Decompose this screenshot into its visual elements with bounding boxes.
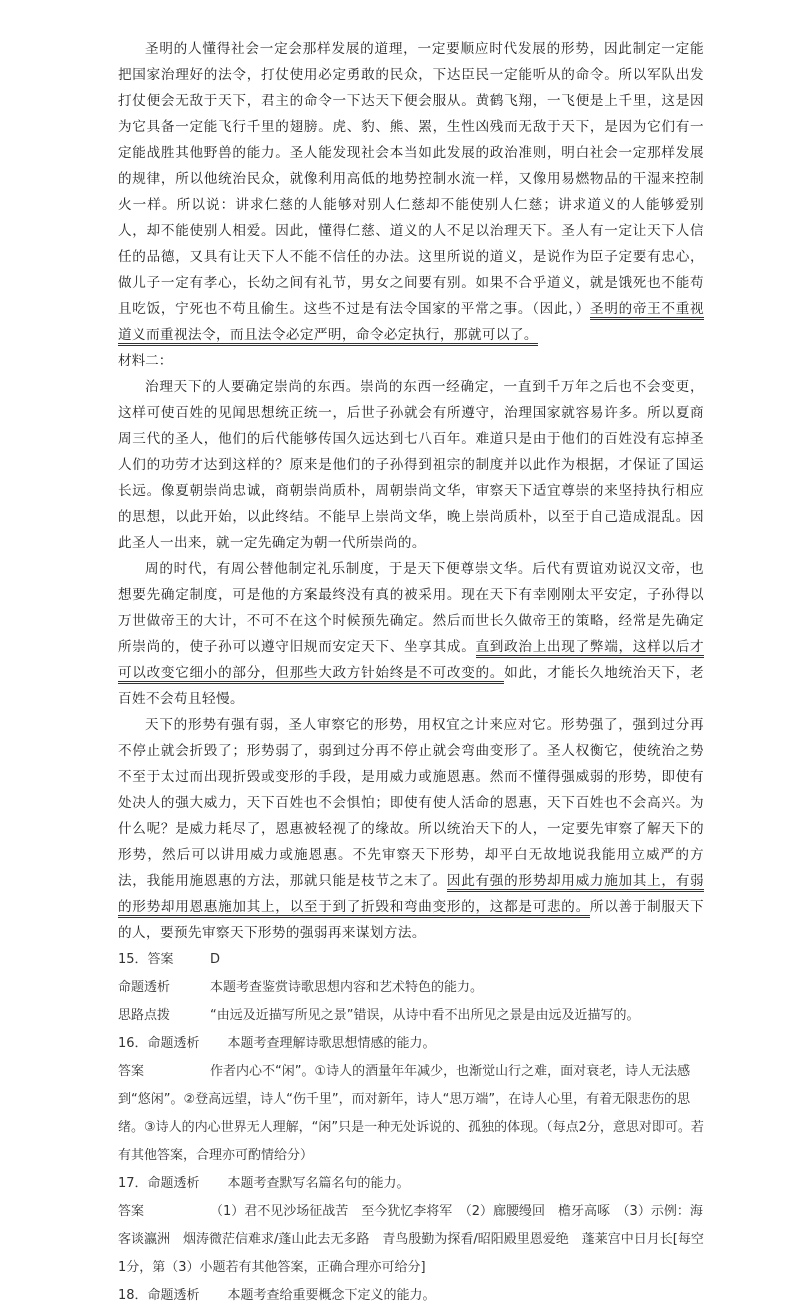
q15-hint-label: 思路点拨 bbox=[118, 1008, 171, 1023]
material1-paragraph bbox=[118, 36, 704, 348]
q17-intent-text: 本题考查默写名篇名句的能力。 bbox=[227, 1176, 410, 1191]
underlined-sentence: 因此有强的形势却用威力施加其上，有弱的形势却用恩惠施加其上，以至于到了折毁和弯曲变形的，这都是可悲的。 bbox=[118, 873, 704, 918]
q16-intent-text: 本题考查理解诗歌思想情感的能力。 bbox=[227, 1036, 436, 1051]
q15-hint-line bbox=[118, 1002, 704, 1030]
q17-number: 17．命题透析 bbox=[118, 1176, 200, 1191]
material2-label: 材料二： bbox=[118, 353, 173, 369]
q15-intent-label: 命题透析 bbox=[118, 980, 171, 995]
material2-p2-tail: 如此，才能长久地统治天下，老百姓不会苟且轻慢。 bbox=[118, 665, 704, 707]
document-page bbox=[118, 36, 704, 1310]
q15-answer: D bbox=[210, 952, 221, 967]
material2-paragraph-1: 治理天下的人要确定崇尚的东西。崇尚的东西一经确定，一直到千万年之后也不会变更，这样可使百姓的见闻思想统正统一，后世子孙就会有所遵守，治理国家就容易许多。所以夏商周三代的圣人，他们的后代能够传国久远达到七八百年。难道只是由于他们的百姓没有忘掉圣人们的功劳才达到这样的？原来是他们的子孙得到祖宗的制度并以此作为根据，才保证了国运长远。像夏朝崇尚忠诚，商朝崇尚质朴，周朝崇尚文华，审察天下适宜尊崇的来坚持执行相应的思想，以此开始，以此终结。不能早上崇尚文华，晚上崇尚质朴，以至于自己造成混乱。因此圣人一出来，就一定先确定为朝一代所崇尚的。 bbox=[118, 379, 704, 551]
q15-number: 15．答案 bbox=[118, 952, 174, 967]
underlined-sentence: 直到政治上出现了弊端，这样以后才可以改变它细小的部分，但那些大政方针始终是不可改变的。 bbox=[118, 639, 704, 684]
q16-answer-text: 作者内心不“闲”。①诗人的酒量年年减少，也渐觉山行之难，面对衰老，诗人无法感到“悠闲”。②登高远望，诗人“伤千里”，而对新年，诗人“思万端”，在诗人心里，有着无限悲伤的思绪。③诗人的内心世界无人理解，“闲”只是一种无处诉说的、孤独的体现。（每点2分，意思对即可。若有其他答案，合理亦可酌情给分） bbox=[118, 1064, 704, 1163]
q16-intent-line bbox=[118, 1030, 704, 1058]
material1-text: 圣明的人懂得社会一定会那样发展的道理，一定要顺应时代发展的形势，因此制定一定能把国家治理好的法令，打仗使用必定勇敢的民众，下达臣民一定能听从的命令。所以军队出发打仗便会无敌于天下，君主的命令一下达天下便会服从。黄鹤飞翔，一飞便是上千里，这是因为它具备一定能飞行千里的翅膀。虎、豹、熊、罴，生性凶残而无敌于天下，是因为它们有一定能战胜其他野兽的能力。圣人能发现社会本当如此发展的政治准则，明白社会一定那样发展的规律，所以他统治民众，就像利用高低的地势控制水流一样，又像用易燃物品的干湿来控制火一样。所以说：讲求仁慈的人能够对别人仁慈却不能使别人仁慈；讲求道义的人能够爱别人，却不能使别人相爱。因此，懂得仁慈、道义的人不足以治理天下。圣人有一定让天下人信任的品德，又具有让天下人不能不信任的办法。这里所说的道义，是说作为臣子定要有忠心，做儿子一定有孝心，长幼之间有礼节，男女之间要有别。如果不合乎道义，就是饿死也不能苟且吃饭，宁死也不苟且偷生。这些不过是有法令国家的平常之事。（因此，） bbox=[118, 41, 704, 317]
underlined-sentence: 圣明的帝王不重视道义而重视法令，而且法令必定严明，命令必定执行，那就可以了。 bbox=[118, 301, 704, 346]
q18-intent-line bbox=[118, 1282, 704, 1310]
q17-answer-text: （1）君不见沙场征战苦 至今犹忆李将军 （2）廊腰缦回 檐牙高啄 （3）示例：海客谈瀛洲 烟涛微茫信难求/蓬山此去无多路 青鸟殷勤为探看/昭阳殿里恩爱绝 蓬莱宫中日月长[每空1分，第（3）小题若有其他答案，正确合理亦可给分] bbox=[118, 1204, 704, 1275]
q16-answer-block bbox=[118, 1058, 704, 1170]
q17-answer-block bbox=[118, 1198, 704, 1282]
q15-intent-text: 本题考查鉴赏诗歌思想内容和艺术特色的能力。 bbox=[210, 980, 484, 995]
q17-answer-label: 答案 bbox=[118, 1204, 145, 1219]
q15-hint-text: “由远及近描写所见之景”错误，从诗中看不出所见之景是由远及近描写的。 bbox=[210, 1008, 640, 1023]
material2-p2-text: 周的时代，有周公替他制定礼乐制度，于是天下便尊崇文华。后代有贾谊劝说汉文帝，也想要先确定制度，可是他的方案最终没有真的被采用。现在天下有幸刚刚太平安定，子孙得以万世做帝王的大计，不可不在这个时候预先确定。然后而世长久做帝王的策略，经常是先确定所崇尚的，使子孙可以遵守旧规而安定天下、坐享其成。 bbox=[118, 561, 704, 655]
q15-answer-line bbox=[118, 946, 704, 974]
material2-p3-tail: 所以善于制服天下的人，要预先审察天下形势的强弱再来谋划方法。 bbox=[118, 899, 704, 941]
q16-answer-label: 答案 bbox=[118, 1064, 145, 1079]
material2-paragraph-2 bbox=[118, 556, 704, 712]
q18-intent-text: 本题考查给重要概念下定义的能力。 bbox=[227, 1288, 436, 1303]
q18-number: 18．命题透析 bbox=[118, 1288, 200, 1303]
q16-number: 16．命题透析 bbox=[118, 1036, 200, 1051]
q15-intent-line bbox=[118, 974, 704, 1002]
material2-paragraph-3 bbox=[118, 712, 704, 946]
material2-p3-text: 天下的形势有强有弱，圣人审察它的形势，用权宜之计来应对它。形势强了，强到过分再不停止就会折毁了；形势弱了，弱到过分再不停止就会弯曲变形了。圣人权衡它，使统治之势不至于太过而出现折毁或变形的手段，是用威力或施恩惠。然而不懂得强威弱的形势，即使有处决人的强大威力，天下百姓也不会惧怕；即使有使人活命的恩惠，天下百姓也不会高兴。为什么呢？是威力耗尽了，恩惠被轻视了的缘故。所以统治天下的人，一定要先审察了解天下的形势，然后可以讲用威力或施恩惠。不先审察天下形势，却平白无故地说我能用立威严的方法，我能用施恩惠的方法，那就只能是枝节之末了。 bbox=[118, 717, 704, 889]
q17-intent-line bbox=[118, 1170, 704, 1198]
